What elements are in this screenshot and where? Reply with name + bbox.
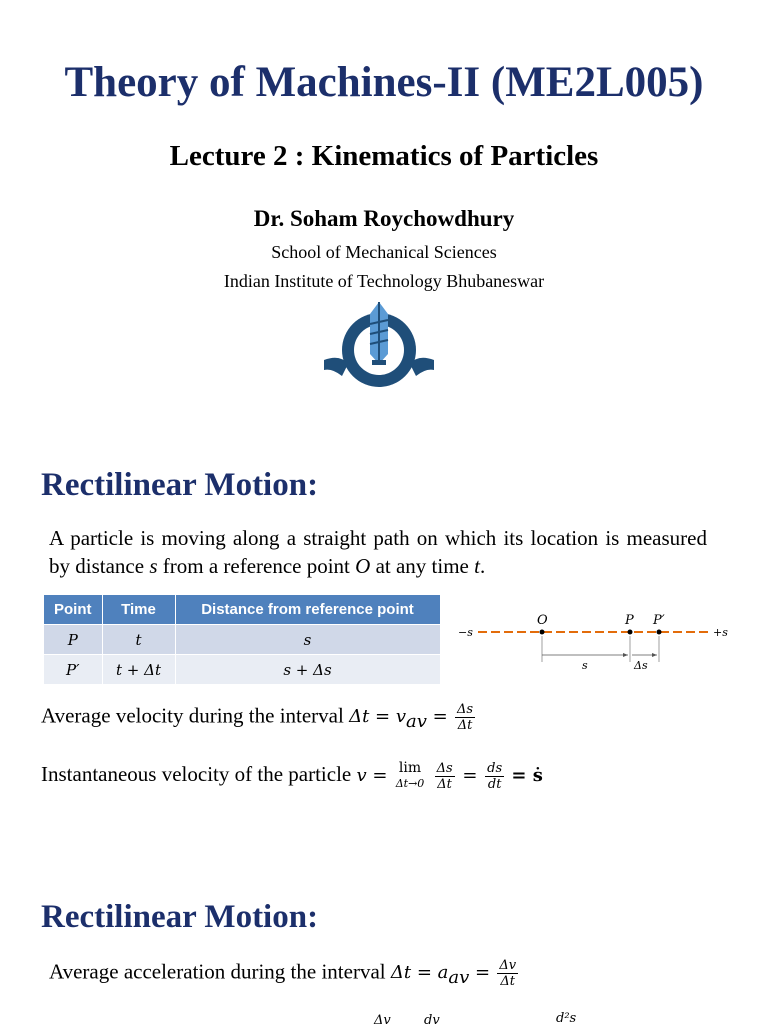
fraction: $\frac{\Delta v}{\Delta t}$ bbox=[499, 958, 517, 989]
axis-diagram bbox=[452, 606, 742, 676]
point-P bbox=[628, 630, 633, 635]
header-distance: Distance from reference point bbox=[175, 595, 440, 625]
header-time: Time bbox=[102, 595, 175, 625]
cutoff-numerator-1: Δv bbox=[374, 1013, 391, 1028]
institute-logo bbox=[320, 298, 438, 406]
point-P-prime bbox=[657, 630, 662, 635]
cell-distance: s + Δs bbox=[175, 655, 440, 685]
limit: lim Δt→0 bbox=[395, 760, 425, 790]
cutoff-numerator-3: d²s bbox=[556, 1011, 577, 1026]
label-P-prime: P′ bbox=[653, 613, 665, 628]
cutoff-numerator-2: dv bbox=[424, 1013, 440, 1028]
slide-title: Theory of Machines-II (ME2L005) bbox=[64, 59, 704, 106]
label-O: O bbox=[537, 613, 548, 628]
cell-distance: s bbox=[175, 625, 440, 655]
instantaneous-velocity-equation: Instantaneous velocity of the particle v = lim Δt→0 $\frac{\Delta s}{\Delta t}$ = $\frac{ds}{dt}$ = ṡ bbox=[41, 760, 543, 792]
cell-time: t bbox=[102, 625, 175, 655]
school-name: School of Mechanical Sciences bbox=[271, 242, 497, 262]
section-heading-1: Rectilinear Motion: bbox=[41, 467, 319, 503]
label-delta-s: Δs bbox=[634, 659, 648, 672]
label-P: P bbox=[625, 613, 634, 628]
position-table bbox=[43, 594, 441, 685]
table-row bbox=[44, 655, 441, 685]
author-name: Dr. Soham Roychowdhury bbox=[253, 206, 515, 231]
lecture-title: Lecture 2 : Kinematics of Particles bbox=[169, 140, 599, 172]
average-acceleration-equation: Average acceleration during the interval $\Delta t = a_{av}$ = $\frac{\Delta v}{\Delta t}$ bbox=[49, 958, 517, 989]
cell-time: t + Δt bbox=[102, 655, 175, 685]
institute-name: Indian Institute of Technology Bhubaneswar bbox=[223, 271, 545, 291]
cell-point: P bbox=[44, 625, 103, 655]
header-point: Point bbox=[44, 595, 103, 625]
fraction: $\frac{\Delta s}{\Delta t}$ bbox=[457, 702, 474, 733]
table-row bbox=[44, 625, 441, 655]
pos-s-label: +s bbox=[713, 626, 728, 639]
cell-point: P′ bbox=[44, 655, 103, 685]
fraction: $\frac{\Delta s}{\Delta t}$ bbox=[436, 760, 453, 792]
intro-paragraph: A particle is moving along a straight path on which its location is measured by distance s from a reference point O at any time t. bbox=[49, 526, 707, 578]
point-O bbox=[540, 630, 545, 635]
label-s: s bbox=[582, 659, 588, 672]
average-velocity-equation: Average velocity during the interval $\Delta t = v_{av}$ = $\frac{\Delta s}{\Delta t}$ bbox=[41, 702, 474, 733]
fraction: $\frac{ds}{dt}$ bbox=[487, 760, 503, 792]
section-heading-2: Rectilinear Motion: bbox=[41, 899, 319, 935]
neg-s-label: −s bbox=[458, 626, 473, 639]
